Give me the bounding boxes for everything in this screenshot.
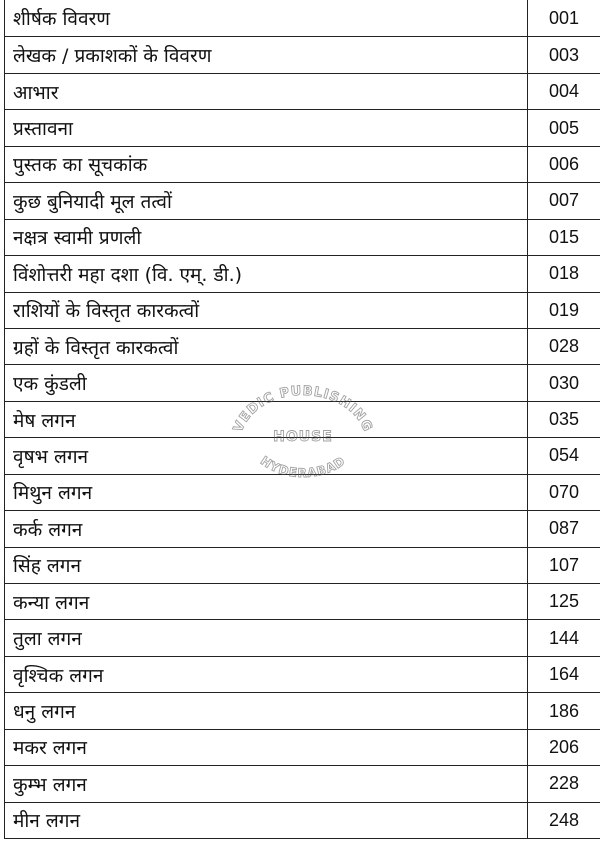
toc-row: [5, 656, 600, 692]
toc-row: [5, 109, 600, 145]
toc-row: [5, 364, 600, 400]
toc-page-number: 125: [527, 584, 600, 619]
toc-title: एक कुंडली: [13, 373, 87, 396]
toc-page-number: 087: [527, 511, 600, 546]
toc-title: वृषभ लगन: [13, 445, 89, 468]
watermark-bottom-text: HYDERABAD: [257, 453, 349, 480]
toc-title: कन्या लगन: [13, 591, 90, 614]
toc-row: [5, 692, 600, 728]
toc-row: [5, 182, 600, 218]
toc-title: मिथुन लगन: [13, 482, 93, 505]
watermark-top-text: VEDIC PUBLISHING: [230, 385, 376, 435]
toc-page-number: 070: [527, 475, 600, 510]
toc-page-number: 228: [527, 766, 600, 801]
toc-page-number: 019: [527, 293, 600, 328]
toc-title: नक्षत्र स्वामी प्रणली: [13, 227, 142, 250]
toc-title: सिंह लगन: [13, 555, 82, 578]
toc-page-number: 248: [527, 803, 600, 838]
toc-row: [5, 328, 600, 364]
toc-page-number: 035: [527, 402, 600, 437]
toc-title: कर्क लगन: [13, 518, 83, 541]
toc-row: [5, 0, 600, 36]
toc-title: आभार: [13, 81, 59, 104]
toc-row: [5, 619, 600, 655]
toc-page-number: 004: [527, 74, 600, 109]
toc-page-number: 206: [527, 730, 600, 765]
toc-page-number: 001: [527, 0, 600, 36]
toc-page-number: 164: [527, 657, 600, 692]
toc-title: मेष लगन: [13, 409, 76, 432]
toc-title: वृश्चिक लगन: [13, 664, 104, 687]
toc-title: कुम्भ लगन: [13, 773, 87, 796]
toc-title: मकर लगन: [13, 737, 87, 760]
toc-row: [5, 765, 600, 801]
toc-row: [5, 583, 600, 619]
toc-page-number: 018: [527, 256, 600, 291]
toc-page-number: 186: [527, 693, 600, 728]
toc-page-number: 007: [527, 183, 600, 218]
toc-title: मीन लगन: [13, 810, 80, 833]
toc-row: [5, 547, 600, 583]
toc-row: [5, 437, 600, 473]
toc-page-number: 054: [527, 438, 600, 473]
toc-page-number: 015: [527, 220, 600, 255]
toc-row: [5, 36, 600, 72]
toc-page-number: 006: [527, 147, 600, 182]
table-of-contents: [4, 0, 600, 839]
toc-title: शीर्षक विवरण: [13, 8, 111, 31]
toc-row: [5, 146, 600, 182]
watermark-middle-text: HOUSE: [273, 429, 333, 445]
toc-page-number: 005: [527, 110, 600, 145]
toc-title: राशियों के विस्तृत कारकत्वों: [13, 300, 200, 323]
toc-title: लेखक / प्रकाशकों के विवरण: [13, 45, 212, 68]
toc-row: [5, 474, 600, 510]
toc-page-number: 144: [527, 620, 600, 655]
toc-title: पुस्तक का सूचकांक: [13, 154, 148, 177]
toc-page-number: 030: [527, 365, 600, 400]
toc-page-number: 003: [527, 37, 600, 72]
toc-title: प्रस्तावना: [13, 118, 73, 141]
toc-title: तुला लगन: [13, 628, 82, 651]
toc-row: [5, 219, 600, 255]
toc-row: [5, 729, 600, 765]
toc-title: धनु लगन: [13, 701, 76, 724]
toc-row: [5, 73, 600, 109]
toc-row: [5, 510, 600, 546]
toc-title: विंशोत्तरी महा दशा (वि. एम्. डी.): [13, 263, 243, 286]
toc-row: [5, 802, 600, 838]
toc-title: ग्रहों के विस्तृत कारकत्वों: [13, 336, 179, 359]
toc-page-number: 107: [527, 548, 600, 583]
toc-row: [5, 292, 600, 328]
toc-page-number: 028: [527, 329, 600, 364]
toc-title: कुछ बुनियादी मूल तत्वों: [13, 190, 172, 213]
toc-row: [5, 255, 600, 291]
toc-row: [5, 401, 600, 437]
